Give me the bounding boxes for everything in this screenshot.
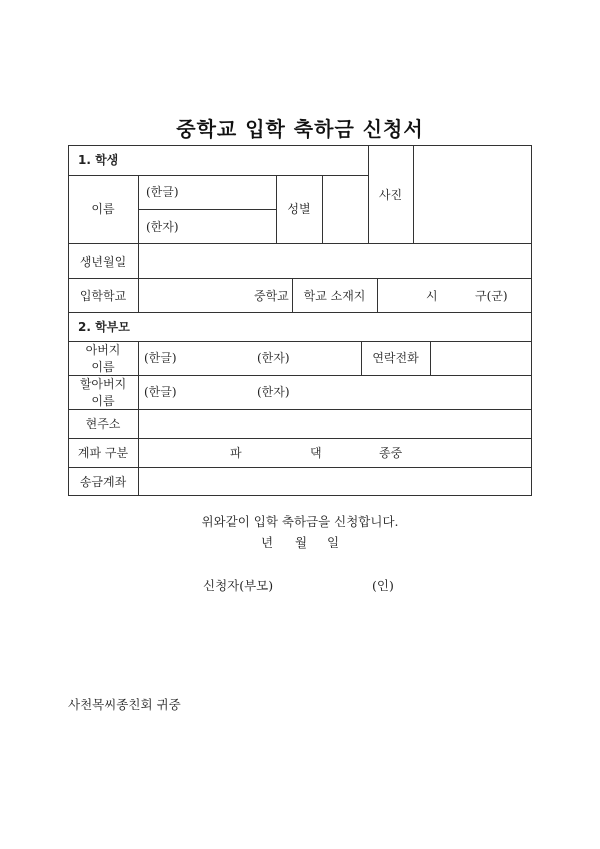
address-label: 현주소 xyxy=(85,417,121,431)
phone-field[interactable] xyxy=(432,343,530,373)
student-name-hanja-label: (한자) xyxy=(146,220,179,234)
lineage-pa: 파 xyxy=(230,446,242,460)
father-hanja-label: (한자) xyxy=(257,351,290,365)
city-label: 시 xyxy=(426,289,438,303)
birthdate-field[interactable] xyxy=(140,245,530,276)
gender-label: 성별 xyxy=(287,202,311,216)
photo-label: 사진 xyxy=(378,188,403,202)
father-korean-label: (한글) xyxy=(144,351,177,365)
parents-section-header: 2. 학부모 xyxy=(78,320,130,334)
school-location-label: 학교 소재지 xyxy=(303,289,366,303)
father-label: 아버지 xyxy=(85,343,121,357)
student-name-label: 이름 xyxy=(91,202,115,216)
birthdate-label: 생년월일 xyxy=(79,255,127,269)
address-field[interactable] xyxy=(140,411,530,436)
seal-label: (인) xyxy=(372,578,394,593)
application-statement: 위와같이 입학 축하금을 신청합니다. xyxy=(201,514,399,529)
grandfather-hanja-label: (한자) xyxy=(257,385,290,399)
gender-field[interactable] xyxy=(324,177,366,241)
father-name-label: 이름 xyxy=(91,360,115,374)
account-field[interactable] xyxy=(140,469,530,494)
date-day: 일 xyxy=(327,535,340,550)
grandfather-label: 할아버지 xyxy=(79,377,127,391)
account-label: 송금계좌 xyxy=(79,475,127,489)
grandfather-name-label: 이름 xyxy=(91,394,115,408)
phone-label: 연락전화 xyxy=(372,351,419,365)
applicant-label: 신청자(부모) xyxy=(203,578,274,593)
application-form xyxy=(68,145,532,496)
form-title: 중학교 입학 축하금 신청서 xyxy=(176,117,424,141)
student-name-hanja-field[interactable] xyxy=(208,212,274,241)
school-suffix: 중학교 xyxy=(254,289,289,303)
school-name-field[interactable] xyxy=(140,280,250,310)
district-label: 구(군) xyxy=(475,289,508,303)
student-section-header: 1. 학생 xyxy=(78,153,119,167)
lineage-daek: 댁 xyxy=(310,446,322,460)
recipient-label: 사천목씨종친회 귀중 xyxy=(68,697,181,712)
grandfather-korean-label: (한글) xyxy=(144,385,177,399)
date-month: 월 xyxy=(295,535,308,550)
date-year: 년 xyxy=(261,535,274,550)
lineage-jongjung: 종중 xyxy=(379,446,403,460)
student-name-korean-label: (한글) xyxy=(146,185,179,199)
photo-box[interactable] xyxy=(415,147,529,241)
student-name-korean-field[interactable] xyxy=(208,178,274,207)
school-label: 입학학교 xyxy=(79,289,127,303)
lineage-label: 계파 구분 xyxy=(77,446,129,460)
